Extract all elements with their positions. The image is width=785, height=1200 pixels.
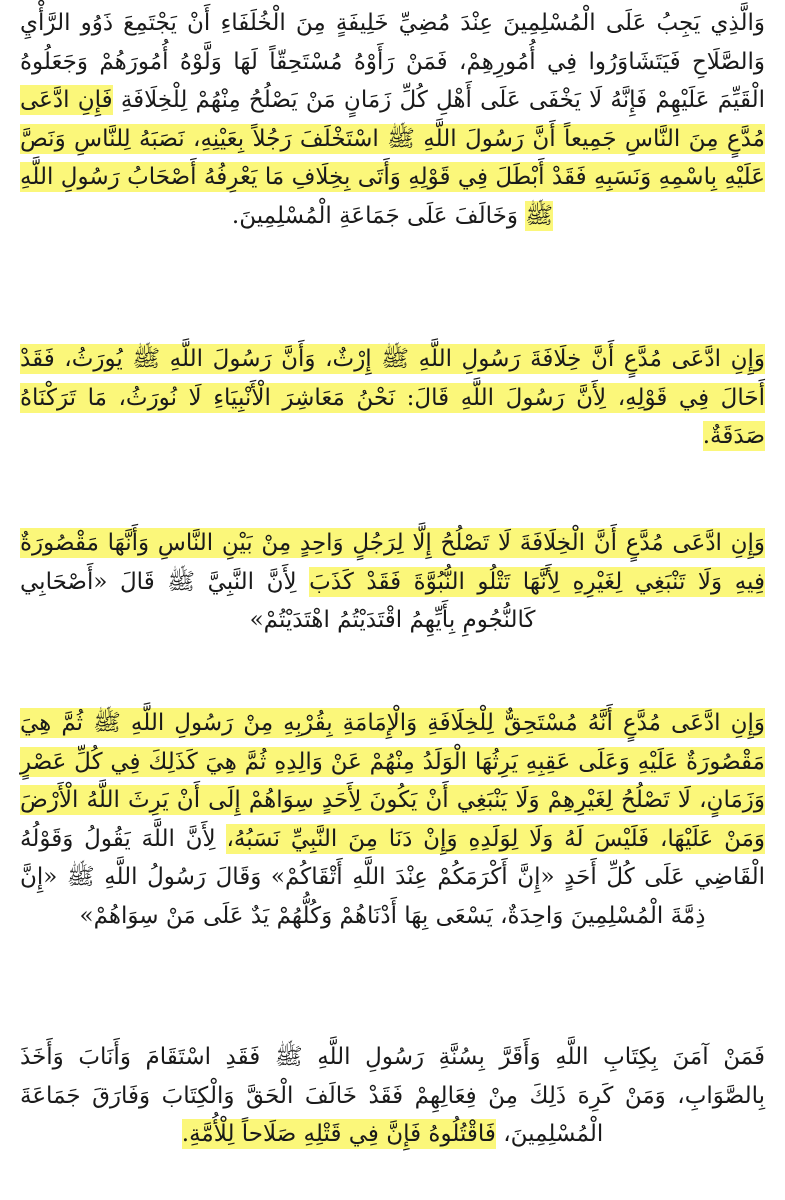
highlighted-text-segment: وَإِنِ ادَّعَى مُدَّعٍ أَنَّ الْخِلَافَةَ لَا تَصْلُحُ إِلَّا لِرَجُلٍ وَاحِدٍ مِنْ بَيْنِ النَّاسِ وَأَنَّهَا مَقْصُورَةٌ فِيهِ وَلَا تَنْبَغِي لِغَيْرِهِ لِأَنَّهَا تَتْلُو النُّبُوَّةَ فَقَدْ كَذَبَ (20, 530, 765, 595)
text-segment: لِأَنَّ النَّبِيَّ ﷺ قَالَ «أَصْحَابِي كَالنُّجُومِ بِأَيِّهِمُ اقْتَدَيْتُمُ اهْتَدَيْتُمْ» (20, 568, 536, 633)
text-segment: لِأَنَّ اللَّهَ يَقُولُ وَقَوْلُهُ الْقَاضِي عَلَى كُلِّ أَحَدٍ «إِنَّ أَكْرَمَكُمْ عِنْدَ اللَّهِ أَتْقَاكُمْ» وَقَالَ رَسُولُ اللَّهِ ﷺ «إِنَّ ذِمَّةَ الْمُسْلِمِينَ وَاحِدَةٌ، يَسْعَى بِهَا أَدْنَاهُمْ وَكُلُّهُمْ يَدٌ عَلَى مَنْ سِوَاهُمْ» (20, 825, 765, 929)
paragraph-5 (20, 1038, 765, 1168)
highlighted-text-segment: فَإِنِ ادَّعَى مُدَّعٍ مِنَ النَّاسِ جَمِيعاً أَنَّ رَسُولَ اللَّهِ ﷺ اسْتَخْلَفَ رَجُلاً بِعَيْنِهِ، نَصَبَهُ لِلنَّاسِ وَنَصَّ عَلَيْهِ بِاسْمِهِ وَنَسَبِهِ فَقَدْ أَبْطَلَ فِي قَوْلِهِ وَأَتَى بِخِلَافِ مَا يَعْرِفُهُ أَصْحَابُ رَسُولِ اللَّهِ ﷺ (20, 87, 765, 229)
text-segment: وَخَالَفَ عَلَى جَمَاعَةِ الْمُسْلِمِينَ. (231, 202, 526, 229)
paragraph-4 (20, 704, 765, 994)
highlighted-text-segment: وَإِنِ ادَّعَى مُدَّعٍ أَنَّهُ مُسْتَحِقٌّ لِلْخِلَافَةِ وَالْإِمَامَةِ بِقُرْبِهِ مِنْ رَسُولِ اللَّهِ ﷺ ثُمَّ هِيَ مَقْصُورَةٌ عَلَيْهِ وَعَلَى عَقِبِهِ يَرِثُهَا الْوَلَدُ مِنْهُمْ عَنْ وَالِدِهِ ثُمَّ هِيَ كَذَلِكَ فِي كُلِّ عَصْرٍ وَزَمَانٍ، لَا تَصْلُحُ لِغَيْرِهِمْ وَلَا يَنْبَغِي أَنْ يَكُونَ لِأَحَدٍ سِوَاهُمْ إِلَى أَنْ يَرِثَ اللَّهُ الْأَرْضَ وَمَنْ عَلَيْهَا، فَلَيْسَ لَهُ وَلَا لِوَلَدِهِ وَإِنْ دَنَا مِنَ النَّبِيِّ نَسَبُهُ، (20, 710, 765, 852)
paragraph-3 (20, 524, 765, 664)
paragraph-2 (20, 340, 765, 486)
text-segment: وَالَّذِي يَجِبُ عَلَى الْمُسْلِمِينَ عِنْدَ مُضِيِّ خَلِيفَةٍ مِنَ الْخُلَفَاءِ أَنْ يَجْتَمِعَ ذَوُو الرَّأْيِ وَالصَّلَاحِ فَيَتَشَاوَرُوا فِي أُمُورِهِمْ، فَمَنْ رَأَوْهُ مُسْتَحِقّاً لَهَا وَلَّوْهُ أُمُورَهُمْ وَجَعَلُوهُ الْقَيِّمَ عَلَيْهِمْ فَإِنَّهُ لَا يَخْفَى عَلَى أَهْلِ كُلِّ زَمَانٍ مَنْ يَصْلُحُ مِنْهُمْ لِلْخِلَافَةِ (20, 10, 765, 113)
highlighted-text-segment: فَاقْتُلُوهُ فَإِنَّ فِي قَتْلِهِ صَلَاحاً لِلْأُمَّةِ. (181, 1121, 496, 1147)
paragraph-1 (20, 4, 765, 300)
highlighted-text-segment: وَإِنِ ادَّعَى مُدَّعٍ أَنَّ خِلَافَةَ رَسُولِ اللَّهِ ﷺ إِرْثٌ، وَأَنَّ رَسُولَ اللَّهِ ﷺ يُورَثُ، فَقَدْ أَحَالَ فِي قَوْلِهِ، لِأَنَّ رَسُولَ اللَّهِ قَالَ: نَحْنُ مَعَاشِرَ الْأَنْبِيَاءِ لَا نُورَثُ، مَا تَرَكْنَاهُ صَدَقَةٌ. (20, 346, 765, 449)
text-segment: فَمَنْ آمَنَ بِكِتَابِ اللَّهِ وَأَقَرَّ بِسُنَّةِ رَسُولِ اللَّهِ ﷺ فَقَدِ اسْتَقَامَ وَأَنَابَ وَأَخَذَ بِالصَّوَابِ، وَمَنْ كَرِهَ ذَلِكَ مِنْ فِعَالِهِمْ فَقَدْ خَالَفَ الْحَقَّ وَالْكِتَابَ وَفَارَقَ جَمَاعَةَ الْمُسْلِمِينَ، (20, 1044, 765, 1147)
